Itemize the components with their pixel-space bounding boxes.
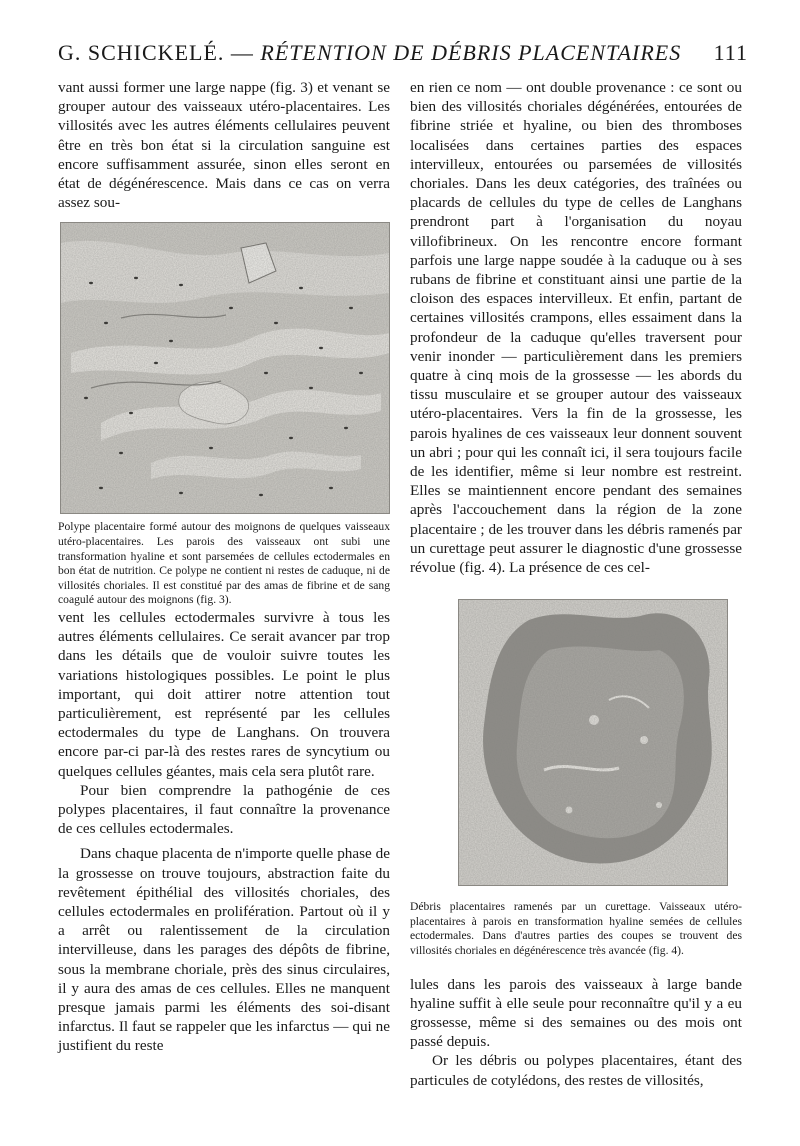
- paragraph: en rien ce nom — ont double provenance : ce sont ou bien des villosités choriales dégénérées, entourées de fibrine striée et hyaline, ou bien des thromboses localisées dans certaines parties des espaces intervilleux, entourées ou parsemées de villosités choriales. Dans les deux catégories, des traînées ou placards de cellules du type de celles de Langhans prendront part à l'organisation du noyau villofibrineux. On les rencontre encore formant parfois une large nappe soudée à la caduque ou à ses rubans de fibrine et constituant ainsi une partie de la cloison des espaces intervilleux. Et enfin, partant de certaines villosités crampons, elles essaiment dans la profondeur de la caduque qu'elles traversent pour venir inonder — particulièrement dans les premiers quatre à cinq mois de la grossesse — les abords du tissu musculaire et se grouper autour des vaisseaux utéro-placentaires. Vers la fin de la grossesse, les parois hyalines de ces vaisseaux leur donnent souvent un abri ; pour qui les connaît ici, il sera toujours facile de les identifier, même si leur nombre est restreint. Elles se maintiennent encore pendant des semaines après l'accouchement dans la région de la zone placentaire ; de les trouver dans les débris ramenés par un curettage peut assurer le diagnostic d'une grossesse révolue (fig. 4). La présence de ces cel-: [410, 79, 742, 577]
- paragraph: lules dans les parois des vaisseaux à large bande hyaline suffit à elle seule pour reconnaître qu'il y a eu grossesse, même si des semaines ou des mois ont passé depuis.: [410, 975, 742, 1051]
- paragraph: Or les débris ou polypes placentaires, étant des particules de cotylédons, des restes de villosités,: [410, 1052, 742, 1089]
- figure-3-micrograph: [60, 222, 390, 514]
- paragraph: Pour bien comprendre la pathogénie de ces polypes placentaires, il faut connaître la provenance de ces cellules ectodermales.: [58, 781, 390, 838]
- figure-4-micrograph: [458, 599, 728, 886]
- paragraph: Dans chaque placenta de n'importe quelle phase de la grossesse on trouve toujours, abstraction faite du revêtement épithélial des villosités choriales, des cellules ectodermales en prolifération. Partout où il y a arrêt ou ralentissement de la circulation intervilleuse, dans les parages des dépôts de fibrine, sous la membrane choriale, près des sinus circulaires, il y aura des amas de ces cellules. Elles ne manquent presque jamais parmi les éléments des soi-disant infarctus. Il faut se rappeler que les infarctus — qui ne justifient du reste: [58, 845, 390, 1055]
- running-header: [58, 40, 748, 70]
- figure-3-caption: Polype placentaire formé autour des moignons de quelques vaisseaux utéro-placentaires. Les parois des vaisseaux ont subi une transformation hyaline et sont parsemées de cellules ectodermales en bon état de nutrition. Ce polype ne contient ni restes de caduque, ni de villosités choriales. Il est constitué par des amas de fibrine et de sang coagulé autour des moignons (fig. 3).: [58, 520, 390, 607]
- running-author: G. SCHICKELÉ. —: [58, 40, 254, 65]
- paragraph: vent les cellules ectodermales survivre à tous les autres éléments cellulaires. Ce serait avancer par trop dans les détails que de vouloir suivre toutes les variations histologiques possibles. Le point le plus important, qui doit attirer notre attention tout particulièrement, est représenté par les cellules ectodermales du type de Langhans. On trouvera encore par-ci par-là des restes rares de syncytium ou quelques cellules géantes, mais cela sera plutôt rare.: [58, 608, 390, 780]
- figure-4-caption: Débris placentaires ramenés par un curettage. Vaisseaux utéro-placentaires à parois en transformation hyaline semées de cellules ectodermales. Dans d'autres parties des coupes se trouvent des villosités choriales en dégénérescence très avancée (fig. 4).: [410, 900, 742, 958]
- running-title: [58, 40, 681, 66]
- article-title: RÉTENTION DE DÉBRIS PLACENTAIRES: [260, 40, 682, 65]
- paragraph: vant aussi former une large nappe (fig. 3) et venant se grouper autour des vaisseaux utéro-placentaires. Les villosités avec les autres éléments cellulaires peuvent être en très bon état si la circulation sanguine est encore suffisamment assurée, sinon elles seront en état de dégénérescence. Mais dans ce cas on verra assez sou-: [58, 79, 390, 212]
- right-column: [410, 78, 742, 1090]
- page-number: 111: [713, 40, 748, 65]
- left-column: [58, 78, 390, 1056]
